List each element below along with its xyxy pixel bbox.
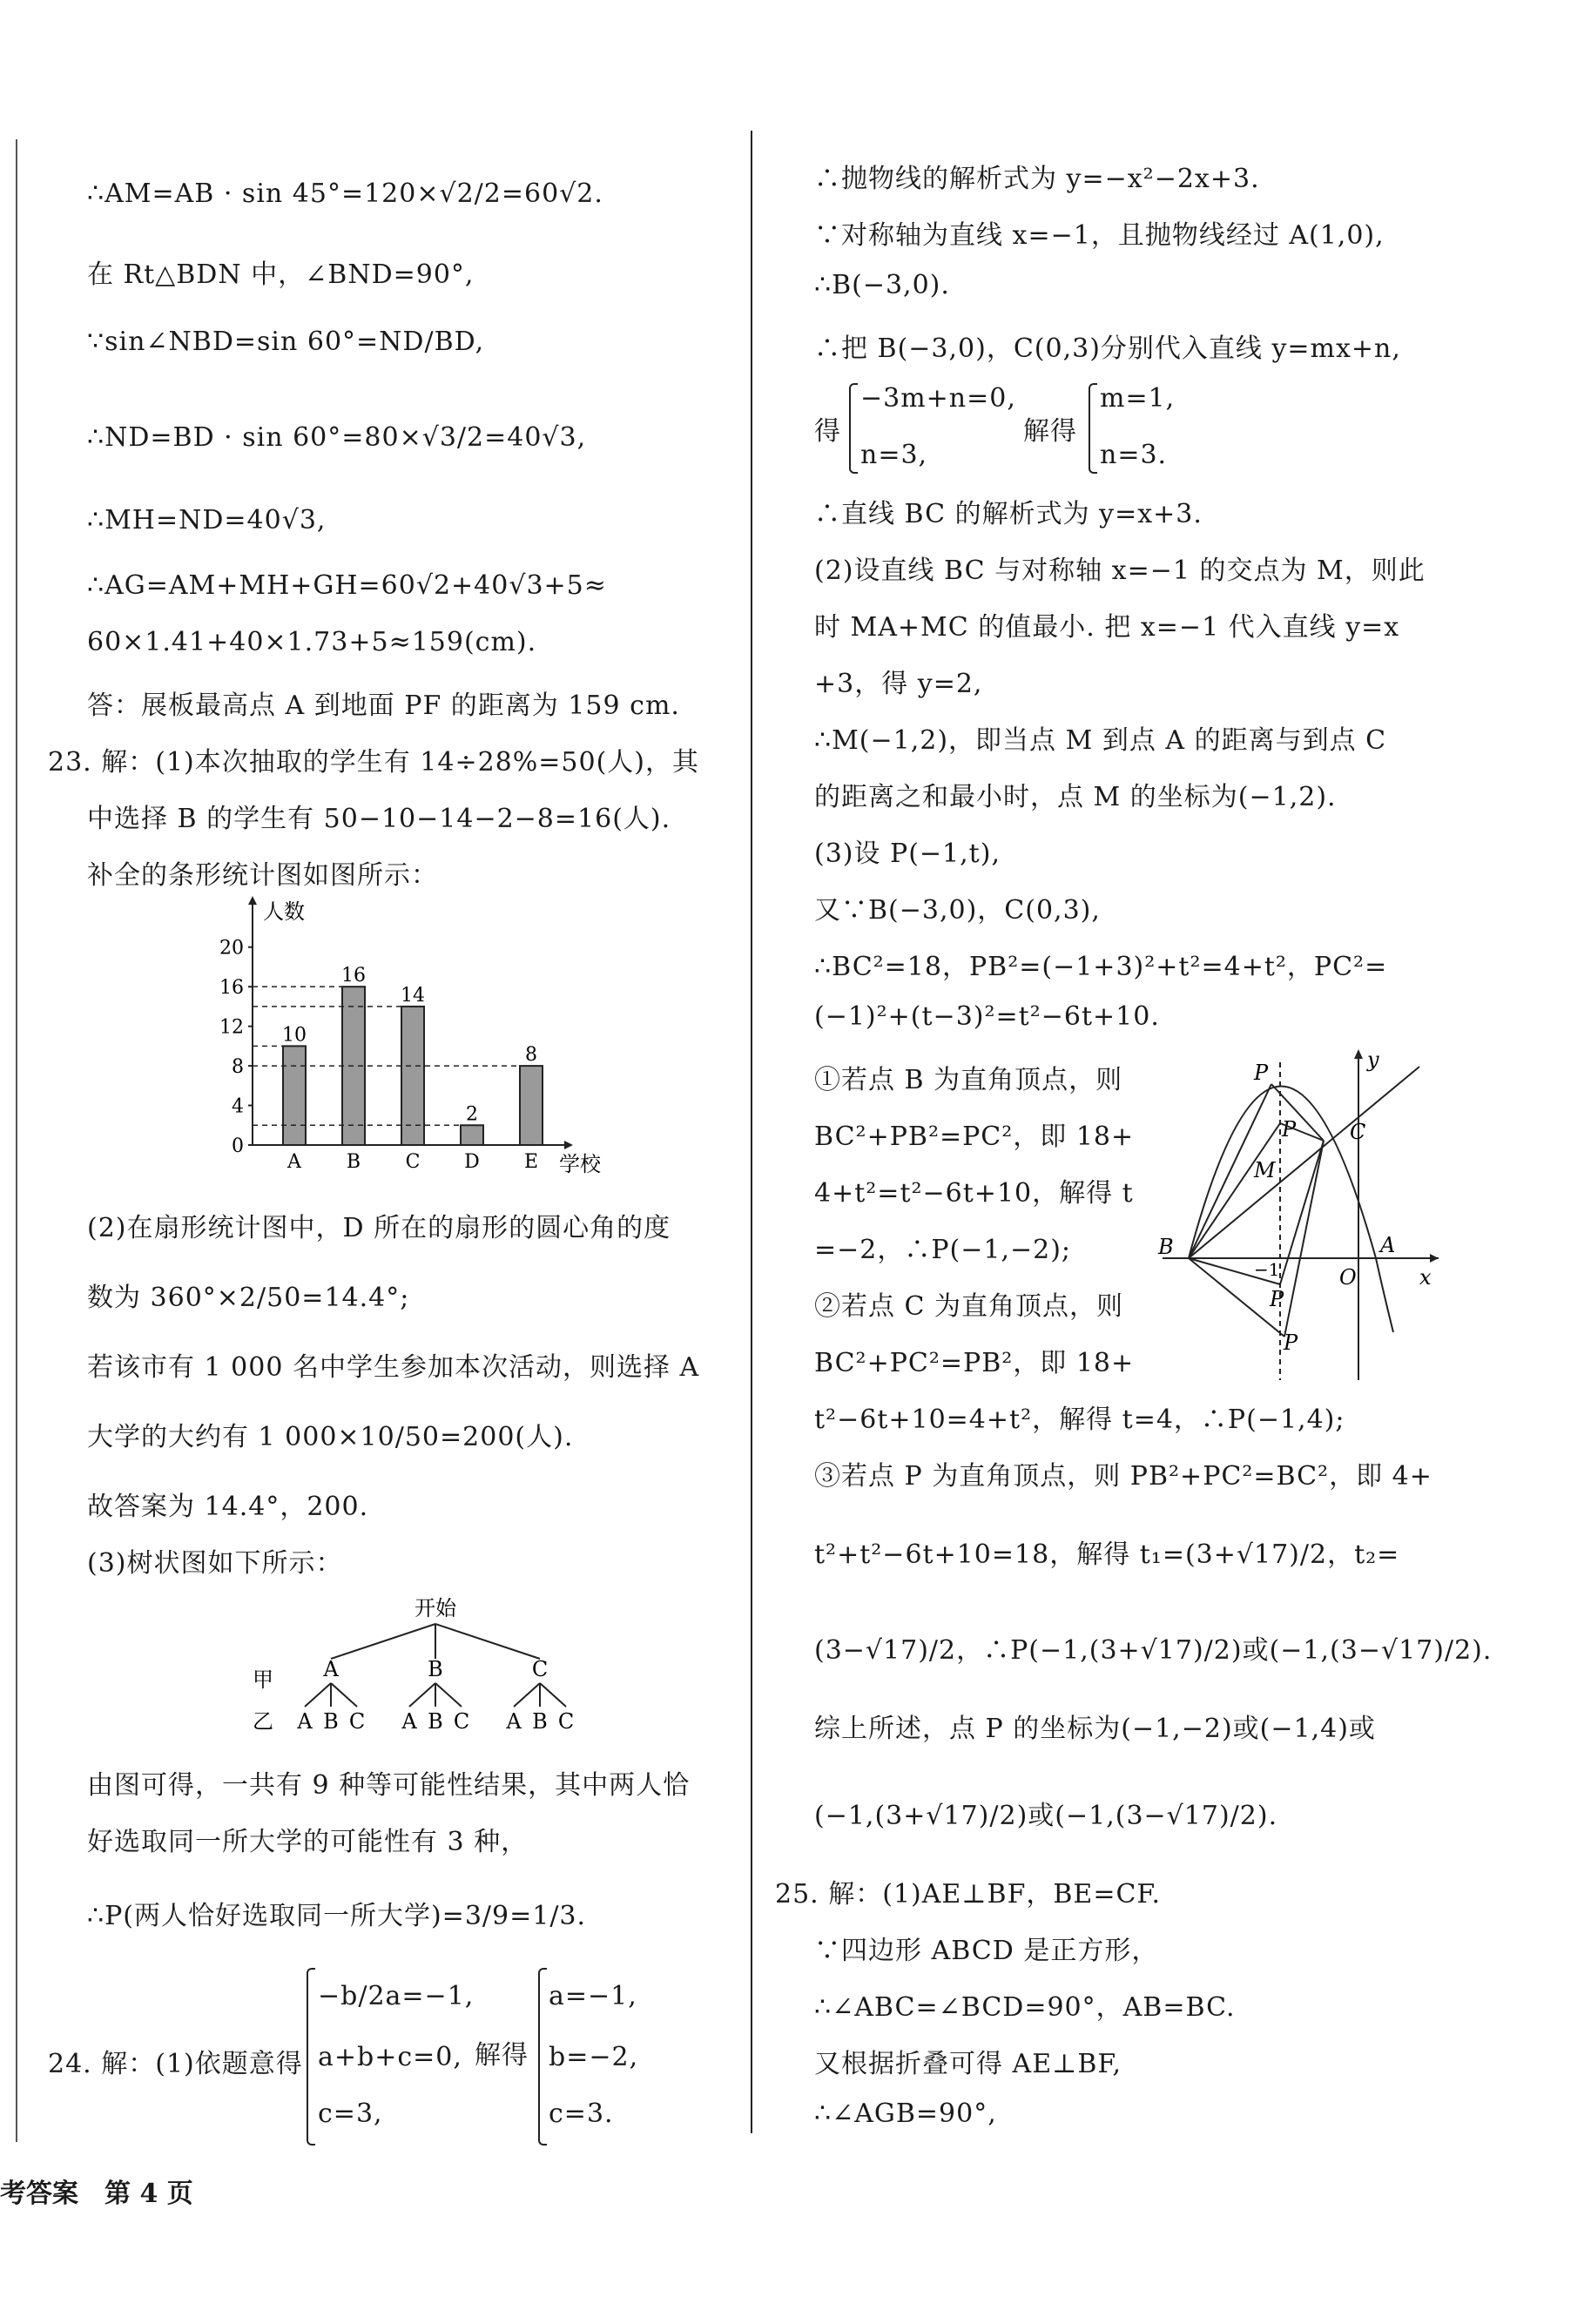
left-margin-rule [16,139,17,2142]
text-line: =−2，∴P(−1,−2); [814,1235,1072,1265]
tree-node: C [531,1657,549,1681]
bar-value-label: 10 [282,1024,307,1047]
text-line: ①若点 B 为直角顶点，则 [814,1065,1123,1095]
system-brace [307,1968,315,2145]
x-tick-label: A [287,1151,301,1173]
tree-leaf: A [297,1709,313,1734]
tree-leaf: B [428,1709,443,1734]
graph-label: P [1284,1330,1298,1355]
text-line: ∴把 B(−3,0)，C(0,3)分别代入直线 y=mx+n, [814,333,1401,364]
y-axis-arrow [248,896,257,905]
x-axis-arrow [564,1141,573,1149]
text-line: ∴P(两人恰好选取同一所大学)=3/9=1/3. [87,1901,587,1931]
text-line: ∵四边形 ABCD 是正方形， [814,1936,1159,1966]
x-tick-label: D [464,1151,480,1173]
graph-label: C [1350,1120,1366,1144]
text-line: (2)在扇形统计图中，D 所在的扇形的圆心角的度 [87,1213,671,1243]
text-line: 若该市有 1 000 名中学生参加本次活动，则选择 A [87,1352,700,1383]
page-footer: 考答案 第 4 页 [0,2179,193,2209]
text-line: ∴∠AGB=90°, [814,2098,997,2129]
text-line: (−1)²+(t−3)²=t²−6t+10. [814,1001,1160,1032]
system-brace [849,383,858,474]
text-line: 由图可得，一共有 9 种等可能性结果，其中两人恰 [87,1770,691,1801]
equation: b=−2, [549,2042,639,2072]
text-line: 解得 [1023,416,1077,447]
text-line: 中选择 B 的学生有 50−10−14−2−8=16(人). [87,804,671,834]
graph-label: M [1254,1158,1276,1182]
text-line: (3−√17)/2，∴P(−1,(3+√17)/2)或(−1,(3−√17)/2). [814,1635,1493,1666]
graph-label: P [1254,1061,1269,1085]
question-24: 24. 解：(1)依题意得 [48,2049,303,2079]
tree-leaf: C [348,1709,366,1734]
text-line: 又∵B(−3,0)，C(0,3), [814,895,1101,926]
text-line: (−1,(3+√17)/2)或(−1,(3−√17)/2). [814,1801,1278,1831]
y-tick-label: 0 [232,1135,244,1157]
text-line: +3，得 y=2, [814,669,983,699]
tree-label-jia: 甲 [253,1667,273,1692]
text-line: ∴MH=ND=40√3, [87,505,327,536]
text-line: t²+t²−6t+10=18，解得 t₁=(3+√17)/2，t₂= [814,1539,1400,1570]
equation: c=3. [549,2098,614,2129]
graph-label: B [1158,1235,1174,1259]
equation: a+b+c=0, [318,2042,462,2072]
graph-label: A [1380,1233,1396,1257]
x-tick-label: C [405,1151,421,1173]
graph-label: y [1367,1047,1379,1072]
text-line: 的距离之和最小时，点 M 的坐标为(−1,2). [814,782,1337,812]
text-line: 答：展板最高点 A 到地面 PF 的距离为 159 cm. [87,690,680,721]
system-brace [1089,383,1097,474]
text-line: ∴B(−3,0). [814,270,950,300]
y-tick-label: 12 [219,1016,244,1039]
graph-label: −1 [1254,1259,1280,1280]
y-tick-label: 20 [219,937,244,960]
text-line: ∴M(−1,2)，即当点 M 到点 A 的距离与到点 C [814,725,1387,756]
bar-A [283,1046,306,1145]
text-line: ∴∠ABC=∠BCD=90°，AB=BC. [814,1992,1236,2023]
graph-label: P [1282,1117,1297,1142]
text-line: ∴AG=AM+MH+GH=60√2+40√3+5≈ [87,570,607,601]
text-line: ∵sin∠NBD=sin 60°=ND/BD, [87,327,485,357]
text-line: ∴直线 BC 的解析式为 y=x+3. [814,499,1203,529]
text-line: ∴抛物线的解析式为 y=−x²−2x+3. [814,164,1260,194]
text-line: 在 Rt△BDN 中，∠BND=90°, [87,259,475,290]
tree-node: B [428,1657,443,1681]
y-axis-label: 人数 [263,899,305,924]
text-line: 得 [814,416,841,447]
tree-leaf: C [557,1709,575,1734]
text-line: ③若点 P 为直角顶点，则 PB²+PC²=BC²，即 4+ [814,1461,1432,1492]
tree-label-yi: 乙 [253,1709,273,1734]
text-line: 时 MA+MC 的值最小. 把 x=−1 代入直线 y=x [814,612,1400,643]
question-23: 23. 解：(1)本次抽取的学生有 14÷28%=50(人)，其 [48,747,699,778]
y-tick-label: 8 [232,1056,244,1079]
tree-diagram [235,1589,601,1737]
bar-value-label: 16 [341,965,366,987]
tree-node: A [323,1657,339,1681]
bar-C [401,1007,424,1145]
column-divider [751,131,752,2133]
text-line: ②若点 C 为直角顶点，则 [814,1291,1124,1322]
y-tick-label: 16 [219,977,244,1000]
equation: a=−1, [549,1981,637,2011]
bar-value-label: 2 [466,1103,478,1126]
text-line: ∴BC²=18，PB²=(−1+3)²+t²=4+t²，PC²= [814,952,1388,982]
text-line: ∴AM=AB · sin 45°=120×√2/2=60√2. [87,179,603,209]
system-brace [538,1968,547,2145]
text-line: BC²+PC²=PB²，即 18+ [814,1348,1135,1378]
text-line: ∵对称轴为直线 x=−1，且抛物线经过 A(1,0), [814,220,1385,251]
equation: c=3, [318,2098,383,2129]
text-line: 解得 [475,2040,529,2071]
text-line: BC²+PB²=PC²，即 18+ [814,1122,1135,1152]
y-tick-label: 4 [232,1095,244,1118]
bar-chart [200,893,601,1176]
bar-value-label: 8 [525,1044,537,1067]
text-line: (2)设直线 BC 与对称轴 x=−1 的交点为 M，则此 [814,556,1426,586]
text-line: (3)设 P(−1,t), [814,839,1001,869]
x-axis-label: 学校 [559,1152,601,1176]
tree-leaf: A [401,1709,417,1734]
tree-leaf: C [453,1709,470,1734]
text-line: 4+t²=t²−6t+10，解得 t [814,1178,1134,1209]
tree-leaf: A [506,1709,522,1734]
text-line: 数为 360°×2/50=14.4°; [87,1283,410,1313]
parabola-graph [1158,1045,1446,1384]
text-line: t²−6t+10=4+t²，解得 t=4，∴P(−1,4); [814,1405,1345,1435]
text-line: 好选取同一所大学的可能性有 3 种， [87,1827,529,1857]
text-line: (3)树状图如下所示： [87,1548,343,1579]
bar-value-label: 14 [401,984,425,1007]
equation: −3m+n=0, [860,383,1016,414]
equation: n=3. [1100,440,1168,470]
text-line: 又根据折叠可得 AE⊥BF, [814,2049,1122,2079]
x-tick-label: B [346,1151,361,1173]
bar-D [461,1125,483,1145]
tree-root: 开始 [415,1596,456,1620]
x-tick-label: E [523,1151,539,1173]
text-line: 综上所述，点 P 的坐标为(−1,−2)或(−1,4)或 [814,1714,1376,1744]
equation: −b/2a=−1, [318,1981,475,2011]
graph-label: O [1339,1265,1357,1290]
text-line: 大学的大约有 1 000×10/50=200(人). [87,1422,574,1452]
text-line: 60×1.41+40×1.73+5≈159(cm). [87,627,537,657]
equation: m=1, [1100,383,1176,414]
question-25: 25. 解：(1)AE⊥BF，BE=CF. [775,1879,1162,1910]
text-line: 补全的条形统计图如图所示： [87,860,438,891]
graph-label: x [1419,1265,1432,1290]
tree-leaf: B [323,1709,339,1734]
text-line: 故答案为 14.4°，200. [87,1492,369,1522]
tree-leaf: B [532,1709,548,1734]
text-line: ∴ND=BD · sin 60°=80×√3/2=40√3, [87,422,587,453]
equation: n=3, [860,440,928,470]
bar-E [520,1066,543,1145]
graph-label: P [1270,1287,1284,1311]
